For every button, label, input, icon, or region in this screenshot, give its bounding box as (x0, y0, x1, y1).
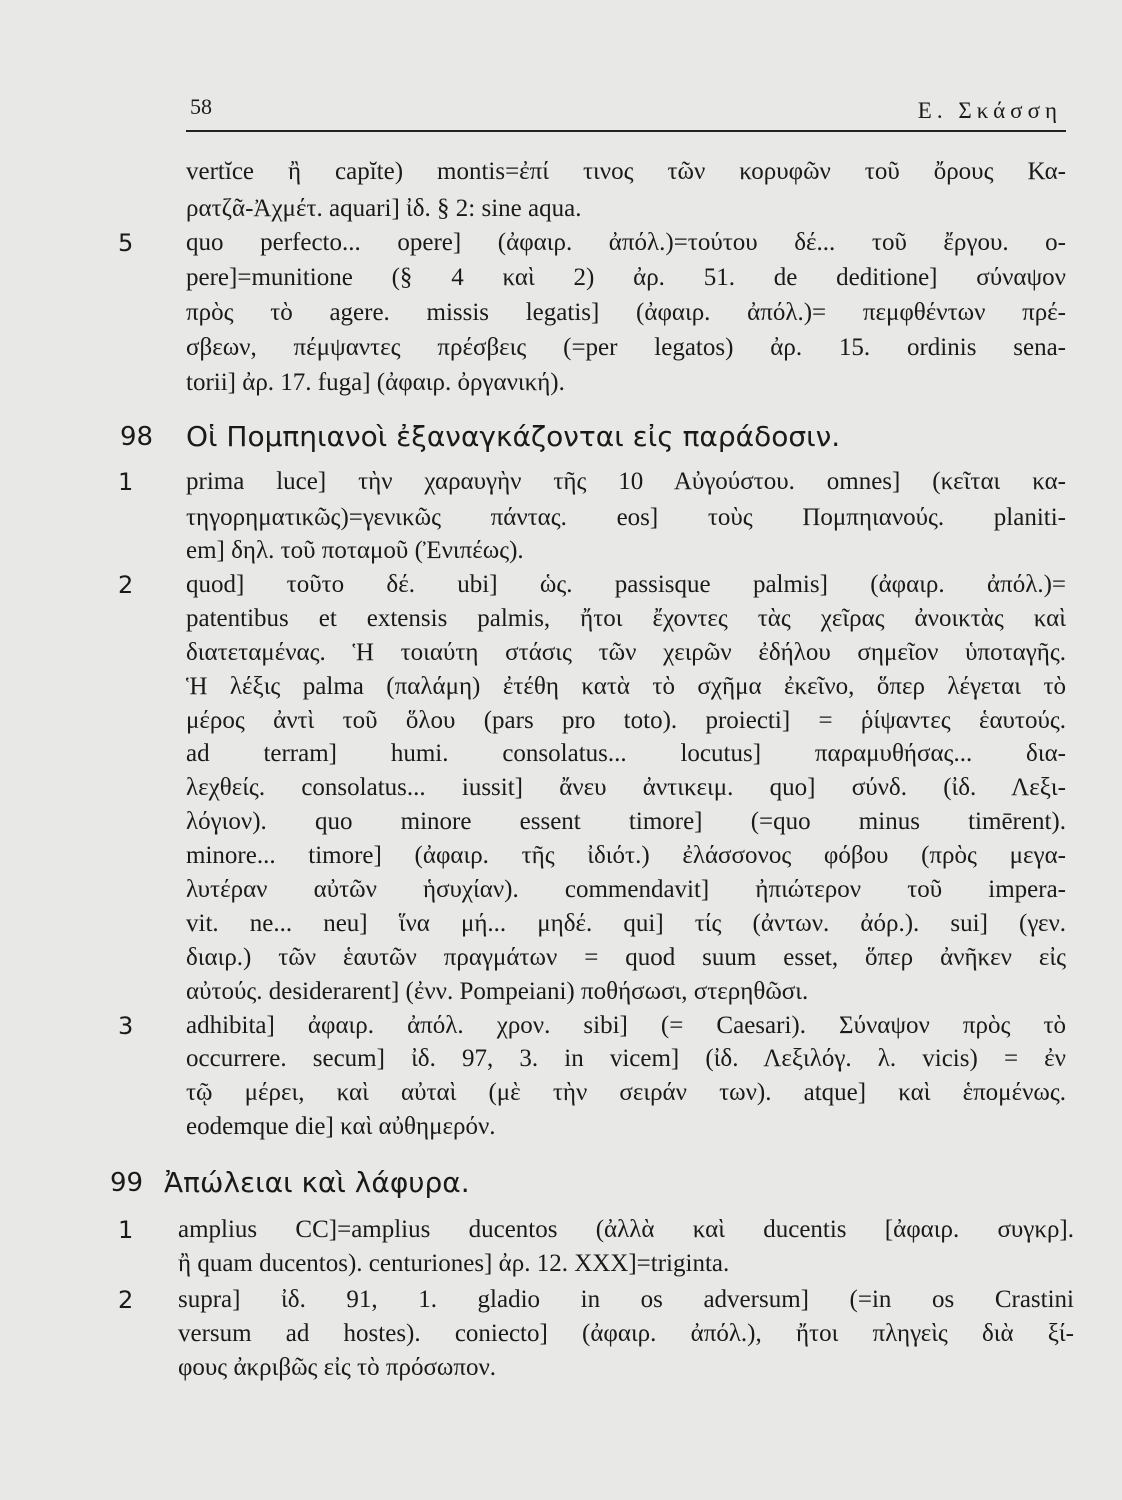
line-number: 1 (118, 1216, 134, 1244)
section-number: 99 (110, 1168, 144, 1198)
text-line: λόγιον). quo minore essent timore] (=quo minus timērent). (186, 808, 1066, 835)
running-title: Ε. Σκάσση (917, 98, 1062, 123)
section-heading: Ἀπώλειαι καὶ λάφυρα. (164, 1166, 470, 1199)
text-line: Ἡ λέξις palma (παλάμη) ἐτέθη κατὰ τὸ σχῆμα ἐκεῖνο, ὅπερ λέγεται τὸ (186, 673, 1066, 700)
text-line: patentibus et extensis palmis, ἤτοι ἔχοντες τὰς χεῖρας ἀνοικτὰς καὶ (186, 605, 1066, 632)
section-number: 98 (120, 422, 154, 452)
page-number: 58 (190, 94, 212, 119)
text-line: λεχθείς. consolatus... iussit] ἄνευ ἀντικειμ. quo] σύνδ. (ἰδ. Λεξι- (186, 774, 1066, 801)
text-line: supra] ἰδ. 91, 1. gladio in os adversum] (=in os Crastini (178, 1286, 1074, 1313)
text-line: σβεων, πέμψαντες πρέσβεις (=per legatos) ἀρ. 15. ordinis sena- (186, 334, 1066, 361)
text-line: pere]=munitione (§ 4 καὶ 2) ἀρ. 51. de deditione] σύναψον (186, 264, 1066, 291)
text-line: πρὸς τὸ agere. missis legatis] (ἀφαιρ. ἀπόλ.)= πεμφθέντων πρέ- (186, 299, 1066, 326)
page-header (186, 94, 1066, 132)
line-number: 2 (118, 1286, 134, 1314)
text-line: adhibita] ἀφαιρ. ἀπόλ. χρον. sibi] (= Caesari). Σύναψον πρὸς τὸ (186, 1012, 1066, 1039)
text-line: torii] ἀρ. 17. fuga] (ἀφαιρ. ὀργανική). (186, 369, 565, 396)
text-line: vertĭce ἢ capĭte) montis=ἐπί τινος τῶν κορυφῶν τοῦ ὄρους Κα- (186, 158, 1066, 185)
text-line: διαιρ.) τῶν ἑαυτῶν πραγμάτων = quod suum esset, ὅπερ ἀνῆκεν εἰς (186, 944, 1066, 971)
text-line: ad terram] humi. consolatus... locutus] παραμυθήσας... δια- (186, 740, 1066, 767)
text-line: vit. ne... neu] ἵνα μή... μηδέ. qui] τίς (ἀντων. ἀόρ.). sui] (γεν. (186, 910, 1066, 937)
text-line: eodemque die] καὶ αὐθημερόν. (186, 1113, 496, 1140)
text-line: λυτέραν αὐτῶν ἡσυχίαν). commendavit] ἠπιώτερον τοῦ impera- (186, 876, 1066, 903)
text-line: amplius CC]=amplius ducentos (ἀλλὰ καὶ ducentis [ἀφαιρ. συγκρ]. (178, 1216, 1074, 1243)
section-heading: Οἱ Πομπηιανοὶ ἐξαναγκάζονται εἰς παράδοσιν. (186, 420, 841, 453)
text-line: quod] τοῦτο δέ. ubi] ὡς. passisque palmis] (ἀφαιρ. ἀπόλ.)= (186, 571, 1066, 598)
text-line: διατεταμένας. Ἡ τοιαύτη στάσις τῶν χειρῶν ἐδήλου σημεῖον ὑποταγῆς. (186, 639, 1066, 666)
line-number: 2 (118, 571, 134, 599)
text-line: τηγορηματικῶς)=γενικῶς πάντας. eos] τοὺς Πομπηιανούς. planiti- (186, 504, 1066, 531)
text-line: occurrere. secum] ἰδ. 97, 3. in vicem] (ἰδ. Λεξιλόγ. λ. vicis) = ἐν (186, 1045, 1066, 1072)
text-line: quo perfecto... opere] (ἀφαιρ. ἀπόλ.)=τούτου δέ... τοῦ ἔργου. o- (186, 229, 1066, 256)
text-line: αὐτούς. desiderarent] (ἐνν. Pompeiani) ποθήσωσι, στερηθῶσι. (186, 978, 809, 1005)
line-number: 1 (118, 468, 134, 496)
text-line: μέρος ἀντὶ τοῦ ὅλου (pars pro toto). proiecti] = ῥίψαντες ἑαυτούς. (186, 707, 1066, 734)
text-line: ρατζᾶ-Ἀχμέτ. aquari] ἰδ. § 2: sine aqua. (186, 195, 582, 222)
text-line: τῷ μέρει, καὶ αὐταὶ (μὲ τὴν σειράν των). atque] καὶ ἑπομένως. (186, 1079, 1066, 1106)
line-number: 5 (118, 229, 134, 257)
text-line: minore... timore] (ἀφαιρ. τῆς ἰδιότ.) ἐλάσσονος φόβου (πρὸς μεγα- (186, 842, 1066, 869)
text-line: em] δηλ. τοῦ ποταμοῦ (Ἐνιπέως). (186, 537, 524, 564)
text-line: prima luce] τὴν χαραυγὴν τῆς 10 Αὐγούστου. omnes] (κεῖται κα- (186, 468, 1066, 495)
text-line: versum ad hostes). coniecto] (ἀφαιρ. ἀπόλ.), ἤτοι πληγεὶς διὰ ξί- (178, 1320, 1074, 1347)
text-line: ἢ quam ducentos). centuriones] ἀρ. 12. XXX]=triginta. (178, 1250, 730, 1277)
text-line: φους ἀκριβῶς εἰς τὸ πρόσωπον. (178, 1354, 497, 1381)
line-number: 3 (118, 1012, 134, 1040)
